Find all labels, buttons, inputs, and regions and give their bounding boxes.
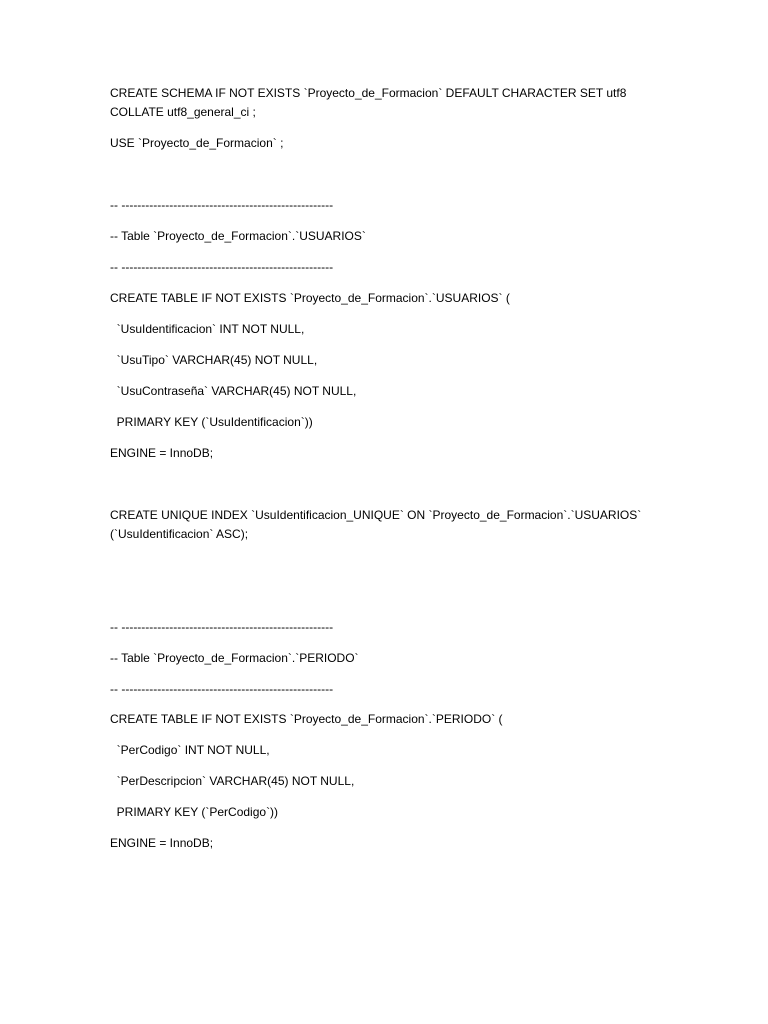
code-line: PRIMARY KEY (`UsuIdentificacion`)) xyxy=(110,415,313,429)
code-line: `PerDescripcion` VARCHAR(45) NOT NULL, xyxy=(110,774,355,788)
code-line: ENGINE = InnoDB; xyxy=(110,446,214,460)
code-line: PRIMARY KEY (`PerCodigo`)) xyxy=(110,805,279,819)
code-line: CREATE TABLE IF NOT EXISTS `Proyecto_de_Formacion`.`USUARIOS` ( xyxy=(110,291,510,305)
comment-divider: -- ----------------------------------------------------- xyxy=(110,198,334,212)
code-line: CREATE TABLE IF NOT EXISTS `Proyecto_de_Formacion`.`PERIODO` ( xyxy=(110,712,503,726)
comment-divider: -- ----------------------------------------------------- xyxy=(110,682,334,696)
code-line: `UsuContraseña` VARCHAR(45) NOT NULL, xyxy=(110,384,357,398)
code-line: (`UsuIdentificacion` ASC); xyxy=(110,527,249,541)
code-line: CREATE UNIQUE INDEX `UsuIdentificacion_UNIQUE` ON `Proyecto_de_Formacion`.`USUARIOS` xyxy=(110,508,642,522)
code-line: `UsuIdentificacion` INT NOT NULL, xyxy=(110,322,305,336)
comment-line: -- Table `Proyecto_de_Formacion`.`PERIODO` xyxy=(110,651,359,665)
code-line: ENGINE = InnoDB; xyxy=(110,836,214,850)
comment-line: -- Table `Proyecto_de_Formacion`.`USUARIOS` xyxy=(110,229,366,243)
comment-divider: -- ----------------------------------------------------- xyxy=(110,260,334,274)
code-line: `PerCodigo` INT NOT NULL, xyxy=(110,743,270,757)
code-line: `UsuTipo` VARCHAR(45) NOT NULL, xyxy=(110,353,318,367)
comment-divider: -- ----------------------------------------------------- xyxy=(110,620,334,634)
code-line: USE `Proyecto_de_Formacion` ; xyxy=(110,136,284,150)
code-line: COLLATE utf8_general_ci ; xyxy=(110,105,256,119)
code-line: CREATE SCHEMA IF NOT EXISTS `Proyecto_de_Formacion` DEFAULT CHARACTER SET utf8 xyxy=(110,86,627,100)
